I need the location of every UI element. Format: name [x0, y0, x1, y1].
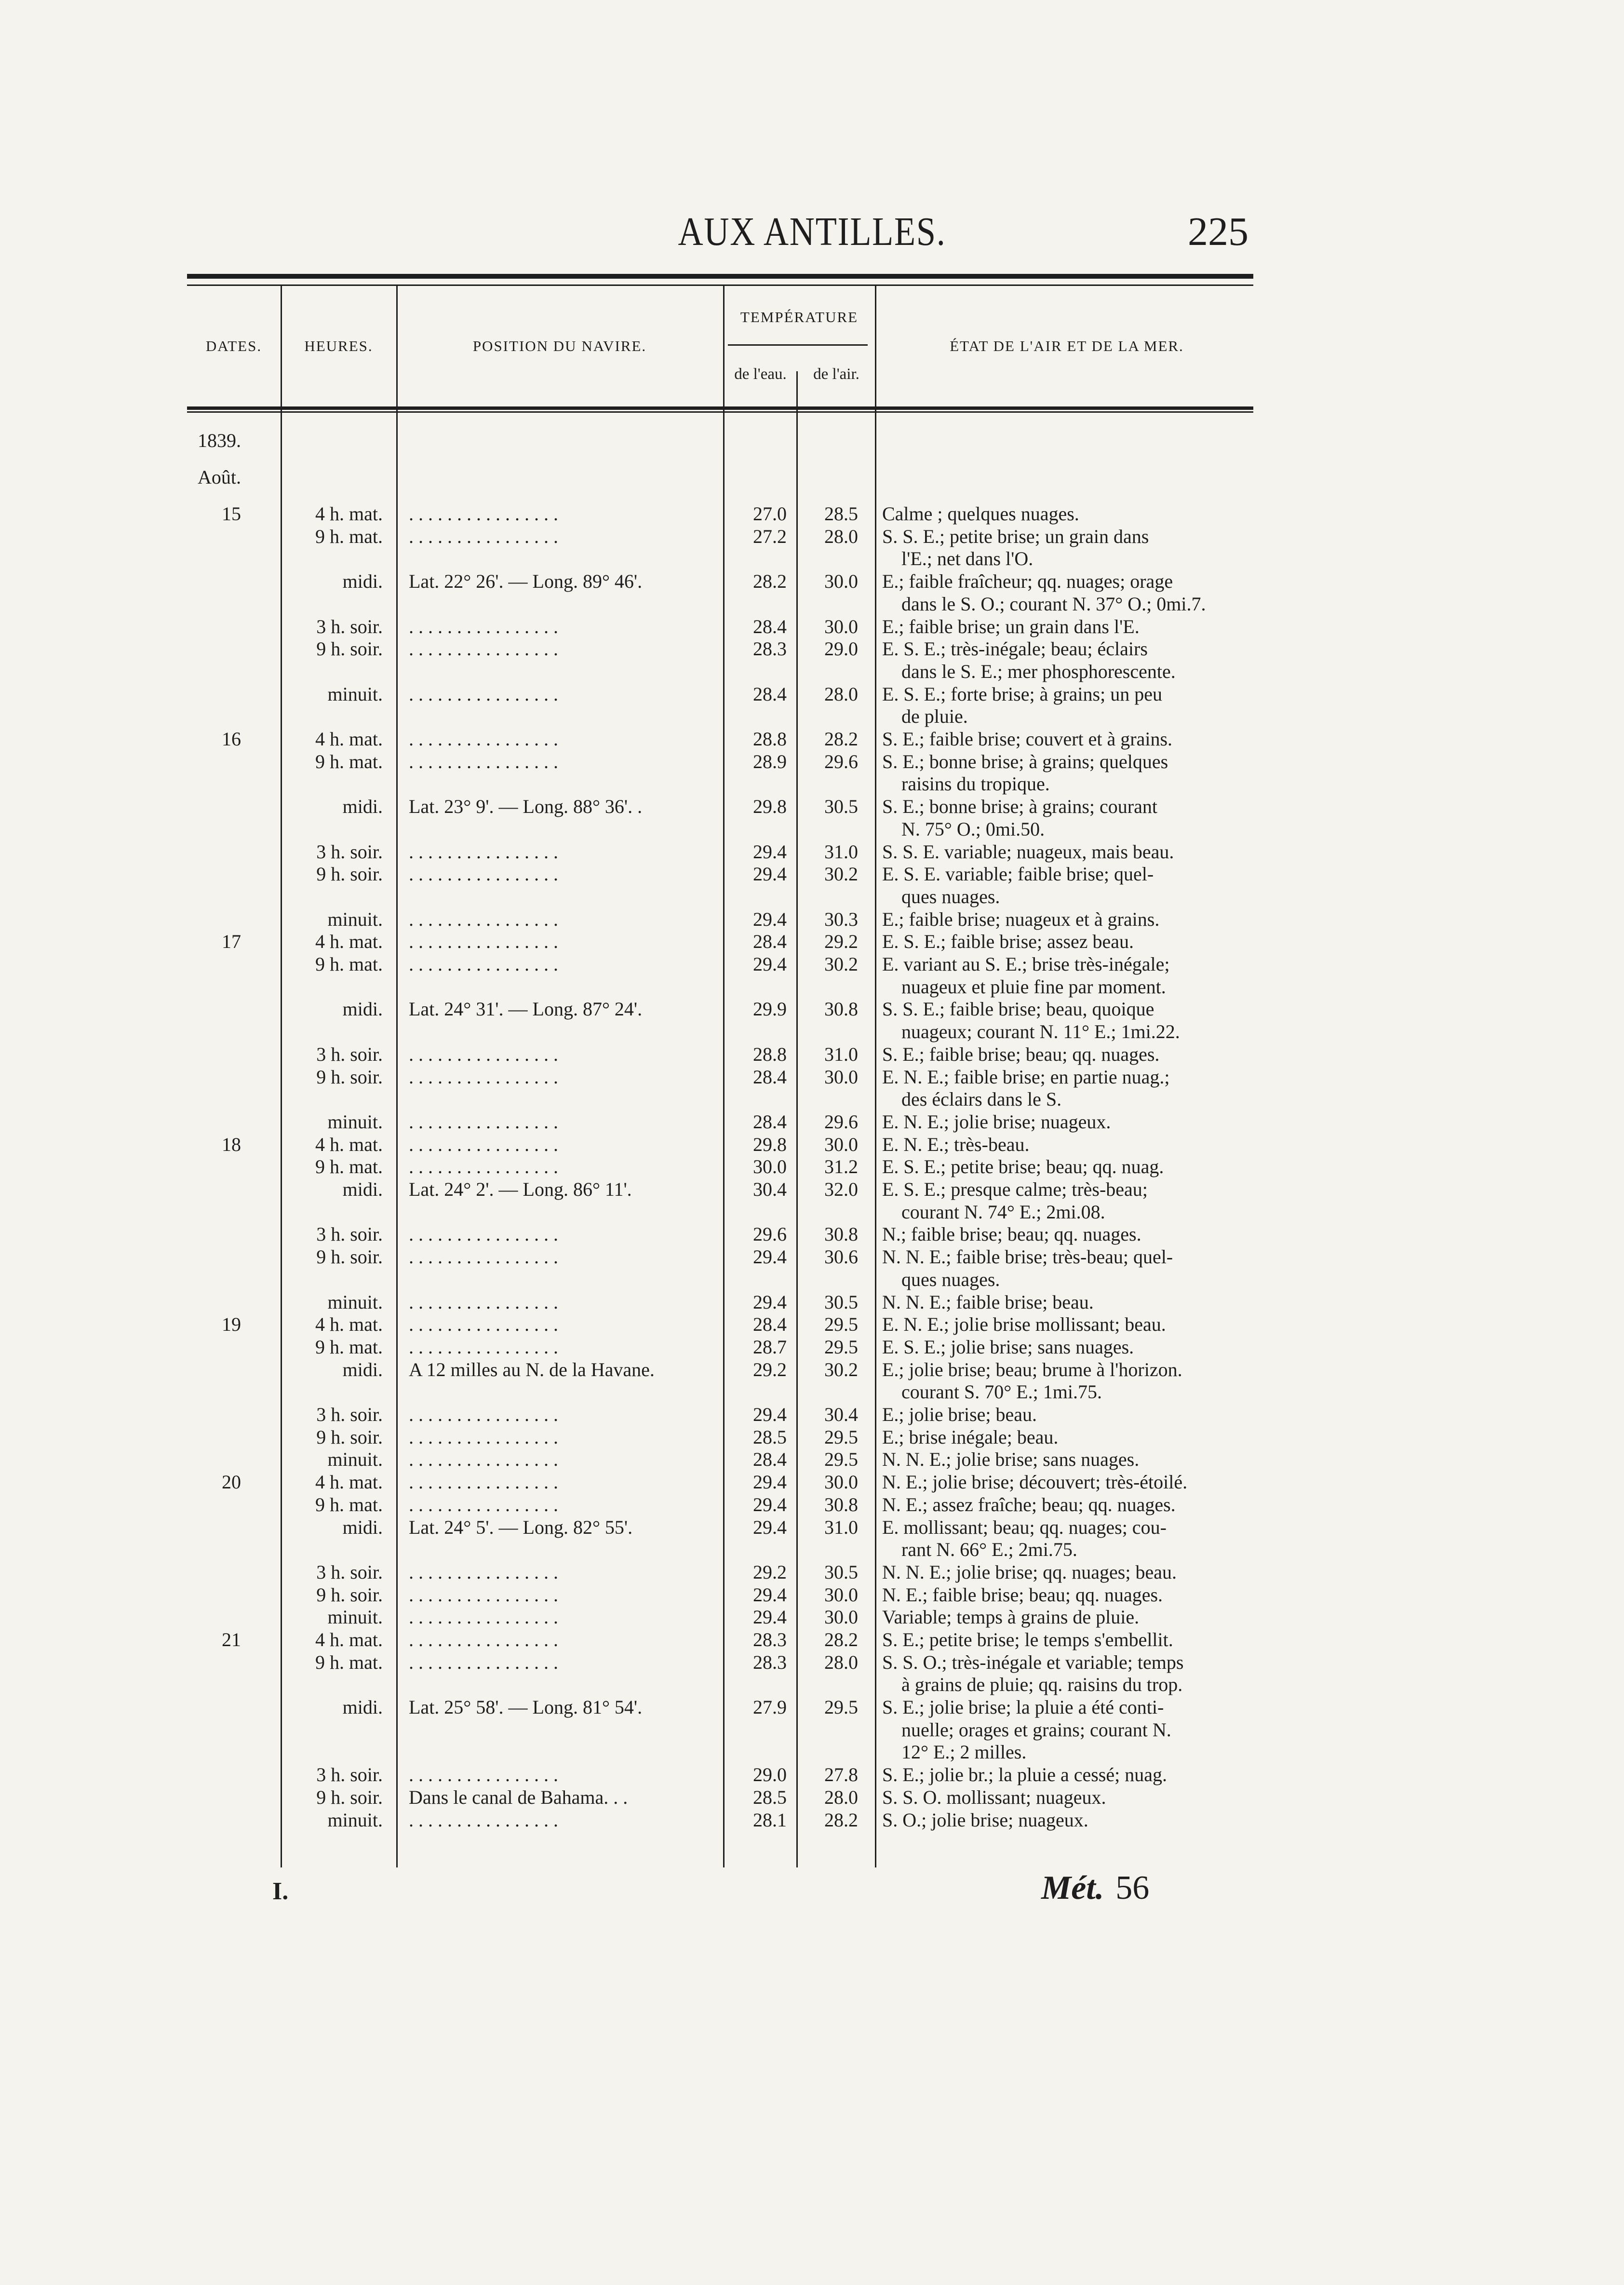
table-row	[0, 1651, 1624, 1696]
table-row	[0, 1448, 1624, 1471]
position-cell: A 12 milles au N. de la Havane.	[409, 1358, 655, 1380]
position-cell: . . . . . . . . . . . . . . . .	[409, 953, 558, 975]
table-row	[0, 1583, 1624, 1607]
table-row	[0, 637, 1624, 682]
position-cell: . . . . . . . . . . . . . . . .	[409, 525, 558, 547]
temp-eau-cell: 28.8	[753, 1043, 787, 1065]
temperature-brace	[728, 344, 868, 346]
etat-continuation: courant S. 70° E.; 1mi.75.	[901, 1381, 1102, 1403]
date-cell: 17	[222, 931, 241, 953]
etat-cell: S. S. E. variable; nuageux, mais beau.	[882, 840, 1174, 863]
table-row	[0, 1516, 1624, 1561]
header-position: POSITION DU NAVIRE.	[472, 338, 647, 354]
position-cell: . . . . . . . . . . . . . . . .	[409, 1561, 558, 1583]
etat-continuation: courant N. 74° E.; 2mi.08.	[901, 1201, 1105, 1223]
hour-cell: 3 h. soir.	[316, 1764, 383, 1786]
temp-air-cell: 31.2	[824, 1156, 858, 1178]
hour-cell: 4 h. mat.	[315, 931, 383, 953]
temp-eau-cell: 29.4	[753, 1471, 787, 1493]
temp-air-cell: 30.5	[824, 796, 858, 818]
temp-air-cell: 28.2	[824, 1629, 858, 1650]
etat-cell: E. S. E.; très-inégale; beau; éclairs	[882, 638, 1148, 660]
hour-cell: midi.	[342, 796, 383, 818]
hour-cell: 9 h. mat.	[315, 953, 383, 975]
etat-cell: E.; jolie brise; beau; brume à l'horizon.	[882, 1358, 1182, 1380]
etat-continuation: à grains de pluie; qq. raisins du trop.	[901, 1674, 1183, 1696]
position-cell: . . . . . . . . . . . . . . . .	[409, 1583, 558, 1606]
temp-air-cell: 29.5	[824, 1426, 858, 1448]
hour-cell: 9 h. soir.	[316, 863, 383, 885]
position-cell: Lat. 22° 26'. — Long. 89° 46'.	[409, 570, 643, 593]
position-cell: . . . . . . . . . . . . . . . .	[409, 931, 558, 953]
hour-cell: 9 h. mat.	[315, 1493, 383, 1515]
etat-cell: E. N. E.; très-beau.	[882, 1133, 1030, 1155]
hour-cell: 3 h. soir.	[316, 1223, 383, 1245]
etat-cell: E.; brise inégale; beau.	[882, 1426, 1059, 1448]
date-cell: 15	[222, 503, 241, 525]
header-temperature: TEMPÉRATURE	[740, 309, 859, 325]
table-row	[0, 1471, 1624, 1494]
position-cell: Lat. 24° 5'. — Long. 82° 55'.	[409, 1516, 633, 1538]
etat-cell: N. N. E.; jolie brise; sans nuages.	[882, 1448, 1140, 1471]
table-row	[0, 570, 1624, 615]
hour-cell: 3 h. soir.	[316, 1043, 383, 1065]
temp-eau-cell: 28.5	[753, 1426, 787, 1448]
temp-air-cell: 31.0	[824, 840, 858, 863]
position-cell: . . . . . . . . . . . . . . . .	[409, 1246, 558, 1268]
temp-air-cell: 30.6	[824, 1246, 858, 1268]
etat-cell: S. E.; faible brise; beau; qq. nuages.	[882, 1043, 1160, 1065]
etat-cell: S. S. O. mollissant; nuageux.	[882, 1786, 1106, 1808]
table-row	[0, 953, 1624, 998]
position-cell: . . . . . . . . . . . . . . . .	[409, 728, 558, 750]
header-temp-air: de l'air.	[813, 365, 859, 383]
table-row	[0, 1403, 1624, 1426]
date-cell: 16	[222, 728, 241, 750]
temp-air-cell: 27.8	[824, 1764, 858, 1786]
hour-cell: 9 h. soir.	[316, 1583, 383, 1606]
table-row	[0, 1493, 1624, 1516]
etat-cell: S. O.; jolie brise; nuageux.	[882, 1809, 1088, 1831]
table-row	[0, 1336, 1624, 1359]
temp-air-cell: 30.3	[824, 908, 858, 930]
table-row	[0, 1628, 1624, 1651]
temp-eau-cell: 28.3	[753, 638, 787, 660]
temp-air-cell: 30.0	[824, 1066, 858, 1088]
temp-air-cell: 28.0	[824, 683, 858, 705]
hour-cell: midi.	[342, 570, 383, 593]
temp-air-cell: 32.0	[824, 1178, 858, 1200]
etat-cell: S. E.; bonne brise; à grains; quelques	[882, 750, 1168, 772]
position-cell: . . . . . . . . . . . . . . . .	[409, 1448, 558, 1471]
etat-cell: N. E.; assez fraîche; beau; qq. nuages.	[882, 1493, 1176, 1515]
etat-continuation: dans le S. O.; courant N. 37° O.; 0mi.7.	[901, 593, 1206, 615]
position-cell: Lat. 24° 31'. — Long. 87° 24'.	[409, 998, 643, 1020]
position-cell: . . . . . . . . . . . . . . . .	[409, 1404, 558, 1425]
temp-air-cell: 30.5	[824, 1291, 858, 1313]
hour-cell: midi.	[342, 1696, 383, 1718]
header-temp-eau: de l'eau.	[734, 365, 787, 383]
table-row	[0, 908, 1624, 931]
etat-cell: E. S. E.; faible brise; assez beau.	[882, 931, 1134, 953]
temp-eau-cell: 28.4	[753, 1313, 787, 1336]
temp-air-cell: 30.4	[824, 1404, 858, 1425]
year-label: 1839.	[198, 430, 241, 451]
temp-air-cell: 28.2	[824, 728, 858, 750]
etat-continuation: l'E.; net dans l'O.	[901, 548, 1033, 570]
etat-cell: E.; faible fraîcheur; qq. nuages; orage	[882, 570, 1173, 593]
etat-cell: E. S. E.; presque calme; très-beau;	[882, 1178, 1148, 1200]
hour-cell: 4 h. mat.	[315, 1313, 383, 1336]
hour-cell: minuit.	[327, 1809, 383, 1831]
hour-cell: 9 h. soir.	[316, 1426, 383, 1448]
etat-cell: E.; faible brise; nuageux et à grains.	[882, 908, 1160, 930]
etat-cell: E. mollissant; beau; qq. nuages; cou-	[882, 1516, 1167, 1538]
hour-cell: minuit.	[327, 908, 383, 930]
etat-cell: Calme ; quelques nuages.	[882, 503, 1079, 525]
table-row	[0, 1245, 1624, 1290]
temp-air-cell: 30.2	[824, 863, 858, 885]
position-cell: . . . . . . . . . . . . . . . .	[409, 1651, 558, 1673]
temp-eau-cell: 29.4	[753, 1516, 787, 1538]
temp-eau-cell: 29.0	[753, 1764, 787, 1786]
etat-continuation: rant N. 66° E.; 2mi.75.	[901, 1539, 1077, 1561]
hour-cell: 4 h. mat.	[315, 1629, 383, 1650]
hour-cell: 9 h. mat.	[315, 1156, 383, 1178]
etat-cell: E. N. E.; jolie brise; nuageux.	[882, 1110, 1111, 1133]
position-cell: Lat. 25° 58'. — Long. 81° 54'.	[409, 1696, 643, 1718]
hour-cell: 3 h. soir.	[316, 1561, 383, 1583]
hour-cell: 9 h. soir.	[316, 638, 383, 660]
temp-air-cell: 30.0	[824, 1606, 858, 1628]
table-row	[0, 1696, 1624, 1763]
etat-continuation: nuageux et pluie fine par moment.	[901, 975, 1166, 998]
etat-cell: N. N. E.; jolie brise; qq. nuages; beau.	[882, 1561, 1177, 1583]
temp-eau-cell: 28.4	[753, 931, 787, 953]
temp-air-cell: 30.0	[824, 1583, 858, 1606]
table-row	[0, 840, 1624, 864]
etat-continuation: raisins du tropique.	[901, 773, 1050, 795]
temp-air-cell: 29.5	[824, 1336, 858, 1358]
temp-eau-cell: 28.4	[753, 1448, 787, 1471]
header-rule-thin	[187, 411, 1253, 413]
etat-cell: S. S. E.; petite brise; un grain dans	[882, 525, 1149, 547]
position-cell: . . . . . . . . . . . . . . . .	[409, 1291, 558, 1313]
date-cell: 21	[222, 1629, 241, 1650]
temp-eau-cell: 29.9	[753, 998, 787, 1020]
hour-cell: 9 h. soir.	[316, 1246, 383, 1268]
temp-eau-cell: 29.4	[753, 1583, 787, 1606]
position-cell: . . . . . . . . . . . . . . . .	[409, 1313, 558, 1336]
position-cell: Lat. 24° 2'. — Long. 86° 11'.	[409, 1178, 632, 1200]
table-row	[0, 1155, 1624, 1178]
temp-eau-cell: 29.2	[753, 1358, 787, 1380]
temp-air-cell: 30.0	[824, 570, 858, 593]
position-cell: . . . . . . . . . . . . . . . .	[409, 908, 558, 930]
etat-cell: E. N. E.; faible brise; en partie nuag.;	[882, 1066, 1170, 1088]
table-row	[0, 1043, 1624, 1066]
table-row	[0, 1291, 1624, 1314]
table-row	[0, 998, 1624, 1043]
etat-cell: E. S. E.; jolie brise; sans nuages.	[882, 1336, 1134, 1358]
etat-cell: S. E.; faible brise; couvert et à grains.	[882, 728, 1173, 750]
date-cell: 18	[222, 1133, 241, 1155]
temp-air-cell: 30.0	[824, 1471, 858, 1493]
temp-air-cell: 30.8	[824, 998, 858, 1020]
date-cell: 20	[222, 1471, 241, 1493]
hour-cell: minuit.	[327, 1110, 383, 1133]
top-rule-thin	[187, 284, 1253, 286]
hour-cell: minuit.	[327, 1606, 383, 1628]
month-row	[0, 466, 1624, 489]
temp-eau-cell: 29.4	[753, 953, 787, 975]
etat-continuation: nuelle; orages et grains; courant N.	[901, 1718, 1171, 1741]
hour-cell: 9 h. soir.	[316, 1786, 383, 1808]
etat-cell: E. S. E.; forte brise; à grains; un peu	[882, 683, 1162, 705]
temp-air-cell: 29.5	[824, 1313, 858, 1336]
position-cell: . . . . . . . . . . . . . . . .	[409, 840, 558, 863]
position-cell: . . . . . . . . . . . . . . . .	[409, 1156, 558, 1178]
etat-cell: N. E.; jolie brise; découvert; très-étoilé.	[882, 1471, 1188, 1493]
etat-cell: E. S. E. variable; faible brise; quel-	[882, 863, 1154, 885]
temp-eau-cell: 28.4	[753, 683, 787, 705]
position-cell: . . . . . . . . . . . . . . . .	[409, 1426, 558, 1448]
etat-cell: E. N. E.; jolie brise mollissant; beau.	[882, 1313, 1166, 1336]
etat-continuation: dans le S. E.; mer phosphorescente.	[901, 660, 1176, 682]
position-cell: . . . . . . . . . . . . . . . .	[409, 1629, 558, 1650]
etat-cell: S. E.; jolie brise; la pluie a été conti-	[882, 1696, 1164, 1718]
temp-eau-cell: 28.5	[753, 1786, 787, 1808]
hour-cell: 3 h. soir.	[316, 615, 383, 637]
position-cell: . . . . . . . . . . . . . . . .	[409, 1133, 558, 1155]
temp-eau-cell: 28.4	[753, 1066, 787, 1088]
position-cell: . . . . . . . . . . . . . . . .	[409, 750, 558, 772]
hour-cell: 9 h. mat.	[315, 1651, 383, 1673]
table-row	[0, 1066, 1624, 1110]
temp-eau-cell: 28.9	[753, 750, 787, 772]
position-cell: . . . . . . . . . . . . . . . .	[409, 615, 558, 637]
position-cell: Lat. 23° 9'. — Long. 88° 36'. .	[409, 796, 643, 818]
hour-cell: minuit.	[327, 1291, 383, 1313]
table-row	[0, 683, 1624, 728]
met-label: Mét.	[1041, 1869, 1104, 1906]
etat-continuation: des éclairs dans le S.	[901, 1088, 1062, 1110]
temp-eau-cell: 28.4	[753, 1110, 787, 1133]
temp-air-cell: 28.0	[824, 1786, 858, 1808]
temp-air-cell: 30.0	[824, 1133, 858, 1155]
etat-continuation: ques nuages.	[901, 885, 1000, 907]
table-row	[0, 728, 1624, 751]
hour-cell: minuit.	[327, 683, 383, 705]
table-row	[0, 1809, 1624, 1832]
hour-cell: 4 h. mat.	[315, 503, 383, 525]
signature-mark: I.	[272, 1878, 289, 1905]
temp-eau-cell: 29.4	[753, 1404, 787, 1425]
etat-cell: N. N. E.; faible brise; très-beau; quel-	[882, 1246, 1173, 1268]
temp-air-cell: 30.0	[824, 615, 858, 637]
position-cell: . . . . . . . . . . . . . . . .	[409, 1764, 558, 1786]
etat-cell: N.; faible brise; beau; qq. nuages.	[882, 1223, 1141, 1245]
position-cell: . . . . . . . . . . . . . . . .	[409, 1336, 558, 1358]
table-row	[0, 502, 1624, 526]
etat-cell: S. E.; jolie br.; la pluie a cessé; nuag.	[882, 1764, 1167, 1786]
temp-eau-cell: 29.6	[753, 1223, 787, 1245]
etat-cell: E. S. E.; petite brise; beau; qq. nuag.	[882, 1156, 1164, 1178]
temp-air-cell: 30.2	[824, 953, 858, 975]
etat-cell: Variable; temps à grains de pluie.	[882, 1606, 1140, 1628]
temp-eau-cell: 29.4	[753, 1291, 787, 1313]
position-cell: . . . . . . . . . . . . . . . .	[409, 503, 558, 525]
position-cell: . . . . . . . . . . . . . . . .	[409, 1493, 558, 1515]
etat-continuation: ques nuages.	[901, 1268, 1000, 1290]
met-number: 56	[1115, 1869, 1150, 1906]
temp-eau-cell: 28.3	[753, 1651, 787, 1673]
position-cell: . . . . . . . . . . . . . . . .	[409, 1043, 558, 1065]
hour-cell: midi.	[342, 1178, 383, 1200]
etat-cell: E. variant au S. E.; brise très-inégale;	[882, 953, 1170, 975]
temp-eau-cell: 29.4	[753, 1246, 787, 1268]
temp-eau-cell: 28.3	[753, 1629, 787, 1650]
table-row	[0, 750, 1624, 795]
position-cell: . . . . . . . . . . . . . . . .	[409, 1471, 558, 1493]
table-row	[0, 1561, 1624, 1584]
temp-air-cell: 29.5	[824, 1696, 858, 1718]
table-row	[0, 863, 1624, 907]
temp-eau-cell: 28.7	[753, 1336, 787, 1358]
temp-eau-cell: 29.2	[753, 1561, 787, 1583]
hour-cell: midi.	[342, 1516, 383, 1538]
hour-cell: 4 h. mat.	[315, 1133, 383, 1155]
table-row	[0, 1763, 1624, 1786]
page-title: AUX ANTILLES.	[678, 209, 946, 254]
table-row	[0, 795, 1624, 840]
position-cell: . . . . . . . . . . . . . . . .	[409, 638, 558, 660]
date-cell: 19	[222, 1313, 241, 1336]
etat-continuation: nuageux; courant N. 11° E.; 1mi.22.	[901, 1021, 1180, 1043]
position-cell: . . . . . . . . . . . . . . . .	[409, 1606, 558, 1628]
etat-cell: S. E.; petite brise; le temps s'embellit.	[882, 1629, 1173, 1650]
table-row	[0, 1606, 1624, 1629]
hour-cell: 4 h. mat.	[315, 1471, 383, 1493]
position-cell: . . . . . . . . . . . . . . . .	[409, 1110, 558, 1133]
temp-eau-cell: 27.2	[753, 525, 787, 547]
top-rule	[187, 274, 1253, 279]
temp-air-cell: 28.0	[824, 525, 858, 547]
temp-eau-cell: 29.8	[753, 1133, 787, 1155]
temp-air-cell: 29.6	[824, 750, 858, 772]
table-row	[0, 1133, 1624, 1156]
temp-eau-cell: 29.4	[753, 908, 787, 930]
etat-cell: E.; jolie brise; beau.	[882, 1404, 1037, 1425]
temp-air-cell: 29.2	[824, 931, 858, 953]
hour-cell: 3 h. soir.	[316, 840, 383, 863]
position-cell: . . . . . . . . . . . . . . . .	[409, 1066, 558, 1088]
position-cell: . . . . . . . . . . . . . . . .	[409, 1223, 558, 1245]
etat-continuation: N. 75° O.; 0mi.50.	[901, 818, 1045, 840]
position-cell: . . . . . . . . . . . . . . . .	[409, 863, 558, 885]
etat-cell: S. E.; bonne brise; à grains; courant	[882, 796, 1157, 818]
temp-air-cell: 29.6	[824, 1110, 858, 1133]
hour-cell: midi.	[342, 998, 383, 1020]
temp-air-cell: 29.5	[824, 1448, 858, 1471]
table-row	[0, 1110, 1624, 1134]
temp-air-cell: 30.5	[824, 1561, 858, 1583]
temp-air-cell: 31.0	[824, 1516, 858, 1538]
met-reference	[1041, 1869, 1149, 1907]
etat-cell: N. N. E.; faible brise; beau.	[882, 1291, 1094, 1313]
temp-air-cell: 30.8	[824, 1493, 858, 1515]
temp-air-cell: 28.0	[824, 1651, 858, 1673]
table-row	[0, 1358, 1624, 1403]
temp-eau-cell: 30.4	[753, 1178, 787, 1200]
etat-continuation: 12° E.; 2 milles.	[901, 1741, 1027, 1763]
position-cell: . . . . . . . . . . . . . . . .	[409, 683, 558, 705]
position-cell: Dans le canal de Bahama. . .	[409, 1786, 628, 1808]
etat-cell: S. S. O.; très-inégale et variable; temps	[882, 1651, 1184, 1673]
header-heures: HEURES.	[304, 338, 373, 354]
temp-air-cell: 31.0	[824, 1043, 858, 1065]
hour-cell: midi.	[342, 1358, 383, 1380]
table-row	[0, 525, 1624, 570]
page-number: 225	[1188, 209, 1248, 254]
position-cell: . . . . . . . . . . . . . . . .	[409, 1809, 558, 1831]
etat-cell: S. S. E.; faible brise; beau, quoique	[882, 998, 1154, 1020]
table-row	[0, 1313, 1624, 1336]
header-etat: ÉTAT DE L'AIR ET DE LA MER.	[950, 338, 1184, 354]
temp-eau-cell: 27.9	[753, 1696, 787, 1718]
month-label: Août.	[198, 466, 241, 488]
header-rule	[187, 406, 1253, 410]
temp-eau-cell: 27.0	[753, 503, 787, 525]
temp-air-cell: 28.2	[824, 1809, 858, 1831]
hour-cell: 4 h. mat.	[315, 728, 383, 750]
temp-eau-cell: 28.8	[753, 728, 787, 750]
temp-eau-cell: 30.0	[753, 1156, 787, 1178]
temp-eau-cell: 28.1	[753, 1809, 787, 1831]
year-row	[0, 429, 1624, 452]
temp-eau-cell: 29.4	[753, 840, 787, 863]
table-row	[0, 1178, 1624, 1223]
hour-cell: minuit.	[327, 1448, 383, 1471]
temp-eau-cell: 29.8	[753, 796, 787, 818]
table-row	[0, 1223, 1624, 1246]
hour-cell: 9 h. mat.	[315, 1336, 383, 1358]
table-row	[0, 1426, 1624, 1449]
table-row	[0, 930, 1624, 953]
etat-continuation: de pluie.	[901, 705, 968, 728]
temp-air-cell: 28.5	[824, 503, 858, 525]
temp-air-cell: 30.8	[824, 1223, 858, 1245]
temp-eau-cell: 29.4	[753, 1606, 787, 1628]
table-row	[0, 1786, 1624, 1809]
hour-cell: 9 h. mat.	[315, 525, 383, 547]
temp-eau-cell: 28.4	[753, 615, 787, 637]
etat-cell: E.; faible brise; un grain dans l'E.	[882, 615, 1140, 637]
temp-air-cell: 29.0	[824, 638, 858, 660]
table-row	[0, 615, 1624, 638]
temp-eau-cell: 28.2	[753, 570, 787, 593]
header-dates: DATES.	[205, 338, 262, 354]
hour-cell: 9 h. soir.	[316, 1066, 383, 1088]
temp-air-cell: 30.2	[824, 1358, 858, 1380]
hour-cell: 3 h. soir.	[316, 1404, 383, 1425]
hour-cell: 9 h. mat.	[315, 750, 383, 772]
temp-eau-cell: 29.4	[753, 863, 787, 885]
temp-eau-cell: 29.4	[753, 1493, 787, 1515]
etat-cell: N. E.; faible brise; beau; qq. nuages.	[882, 1583, 1163, 1606]
